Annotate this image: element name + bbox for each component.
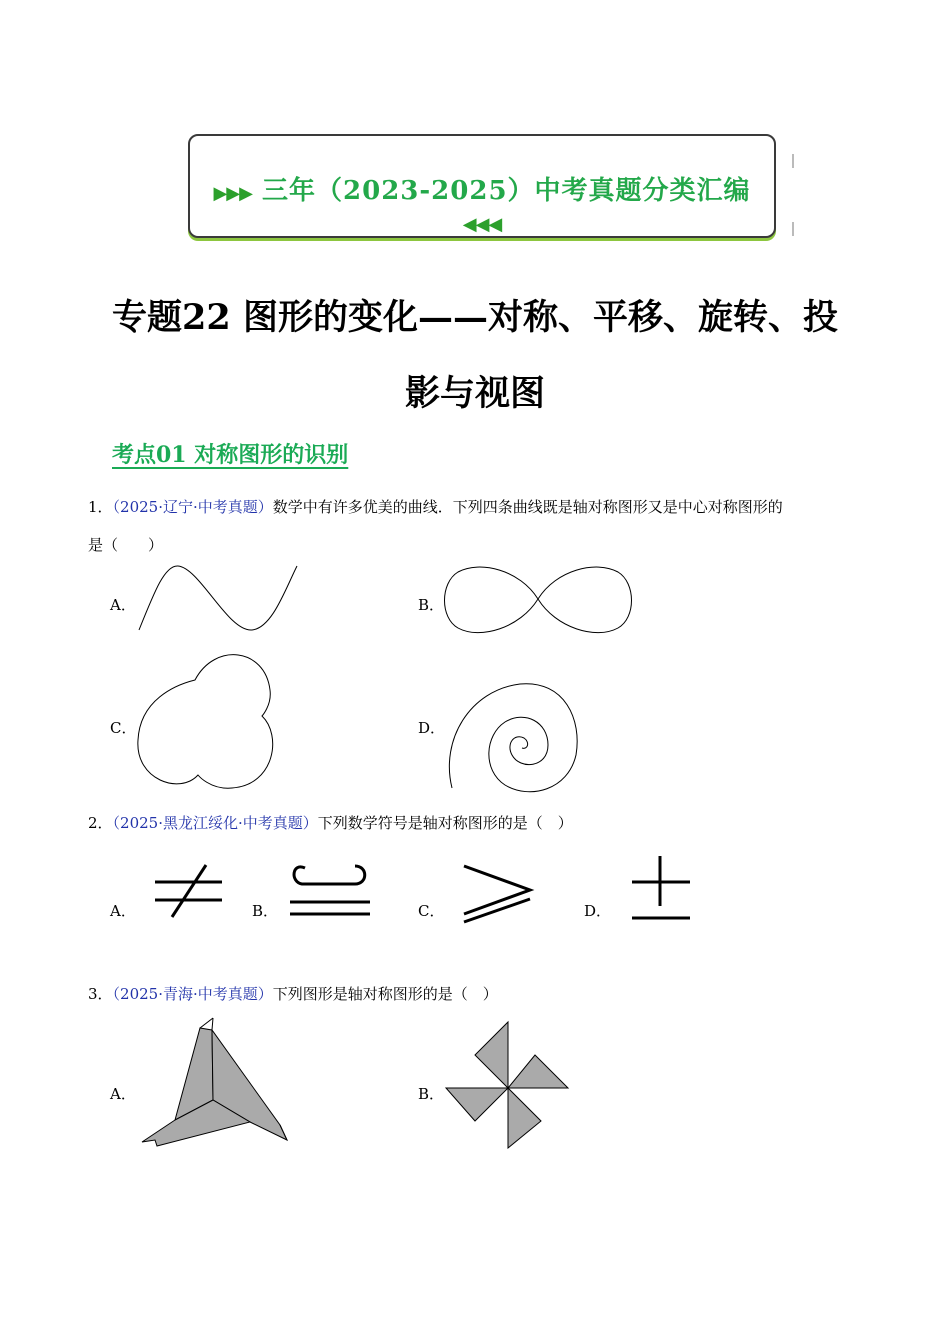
question-number: 1．: [88, 498, 113, 516]
option-label: D．: [584, 902, 612, 920]
option-label: C．: [418, 902, 445, 920]
banner-arrows-left: ▶▶▶: [213, 183, 252, 204]
banner-title: 三年（2023-2025）中考真题分类汇编: [262, 176, 751, 206]
question-text: 下列数学符号是轴对称图形的是（ ）: [317, 814, 573, 832]
question-source: （2025·辽宁·中考真题）: [112, 498, 273, 516]
option-label: A．: [110, 902, 136, 920]
option-label: B．: [252, 902, 279, 920]
page-title-line1: 专题22 图形的变化——对称、平移、旋转、投: [112, 297, 838, 338]
question-source: （2025·黑龙江绥化·中考真题）: [112, 814, 318, 832]
option-label: C．: [110, 719, 137, 737]
option-label: B．: [418, 596, 445, 614]
option-label: B．: [418, 1085, 445, 1103]
question-number: 2．: [88, 814, 113, 832]
question-number: 3．: [88, 985, 113, 1003]
option-label: D．: [418, 719, 446, 737]
banner-arrows-right: ◀◀◀: [462, 214, 502, 235]
option-label: A．: [110, 596, 136, 614]
page-title-line2: 影与视图: [404, 373, 545, 414]
question-1-line2: 是（ ）: [88, 536, 164, 554]
option-label: A．: [110, 1085, 136, 1103]
question-text: 下列图形是轴对称图形的是（ ）: [272, 985, 498, 1003]
section-heading: 考点01 对称图形的识别: [112, 442, 349, 468]
question-source: （2025·青海·中考真题）: [112, 985, 273, 1003]
question-text: 数学中有许多优美的曲线．下列四条曲线既是轴对称图形又是中心对称图形的: [272, 498, 783, 516]
